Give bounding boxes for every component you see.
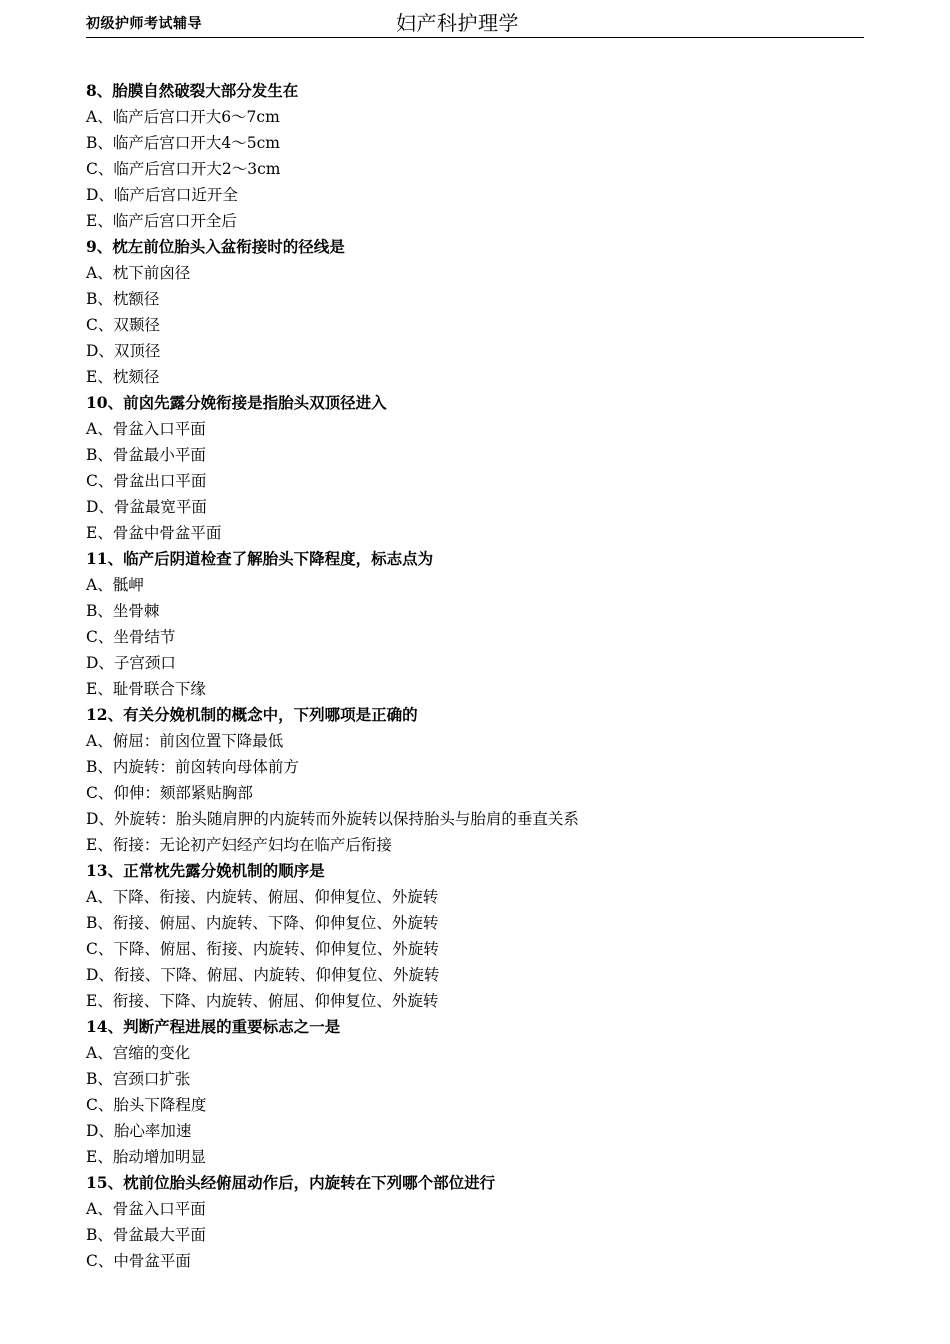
answer-option: A、宫缩的变化 (86, 1044, 191, 1062)
question-block (86, 702, 886, 858)
header-subtitle: 初级护师考试辅导 (86, 16, 202, 32)
question-list (86, 78, 886, 1274)
question-block (86, 78, 886, 234)
question-title: 11、临产后阴道检查了解胎头下降程度，标志点为 (86, 549, 434, 568)
answer-option: A、下降、衔接、内旋转、俯屈、仰伸复位、外旋转 (86, 888, 439, 906)
answer-option: C、坐骨结节 (86, 628, 176, 646)
question-title: 8、胎膜自然破裂大部分发生在 (86, 81, 299, 100)
answer-option: C、双颞径 (86, 316, 160, 334)
answer-option: D、临产后宫口近开全 (86, 186, 238, 204)
answer-option: C、中骨盆平面 (86, 1252, 191, 1270)
answer-option: A、临产后宫口开大6～7cm (86, 108, 280, 126)
question-title: 14、判断产程进展的重要标志之一是 (86, 1017, 341, 1036)
answer-option: D、胎心率加速 (86, 1122, 192, 1140)
answer-option: E、胎动增加明显 (86, 1148, 206, 1166)
answer-option: B、骨盆最大平面 (86, 1226, 206, 1244)
answer-option: E、临产后宫口开全后 (86, 212, 237, 230)
answer-option: B、内旋转：前囟转向母体前方 (86, 758, 299, 776)
page-header (86, 0, 864, 38)
question-title: 12、有关分娩机制的概念中，下列哪项是正确的 (86, 705, 418, 724)
answer-option: B、衔接、俯屈、内旋转、下降、仰伸复位、外旋转 (86, 914, 439, 932)
question-title: 10、前囟先露分娩衔接是指胎头双顶径进入 (86, 393, 387, 412)
answer-option: A、枕下前囟径 (86, 264, 191, 282)
answer-option: D、衔接、下降、俯屈、内旋转、仰伸复位、外旋转 (86, 966, 440, 984)
answer-option: A、骶岬 (86, 576, 144, 594)
question-block (86, 1170, 886, 1274)
question-block (86, 390, 886, 546)
question-block (86, 234, 886, 390)
answer-option: E、衔接、下降、内旋转、俯屈、仰伸复位、外旋转 (86, 992, 439, 1010)
answer-option: D、骨盆最宽平面 (86, 498, 207, 516)
answer-option: A、俯屈：前囟位置下降最低 (86, 732, 284, 750)
answer-option: C、胎头下降程度 (86, 1096, 207, 1114)
answer-option: E、耻骨联合下缘 (86, 680, 206, 698)
question-block (86, 858, 886, 1014)
answer-option: B、临产后宫口开大4～5cm (86, 134, 280, 152)
answer-option: E、枕颏径 (86, 368, 160, 386)
answer-option: C、仰伸：颏部紧贴胸部 (86, 784, 253, 802)
question-title: 9、枕左前位胎头入盆衔接时的径线是 (86, 237, 345, 256)
answer-option: C、骨盆出口平面 (86, 472, 207, 490)
question-block (86, 546, 886, 702)
answer-option: D、外旋转：胎头随肩胛的内旋转而外旋转以保持胎头与胎肩的垂直关系 (86, 810, 579, 828)
answer-option: A、骨盆入口平面 (86, 420, 206, 438)
answer-option: A、骨盆入口平面 (86, 1200, 206, 1218)
question-block (86, 1014, 886, 1170)
question-title: 13、正常枕先露分娩机制的顺序是 (86, 861, 325, 880)
answer-option: B、枕额径 (86, 290, 160, 308)
answer-option: B、骨盆最小平面 (86, 446, 206, 464)
question-title: 15、枕前位胎头经俯屈动作后，内旋转在下列哪个部位进行 (86, 1173, 496, 1192)
answer-option: D、子宫颈口 (86, 654, 176, 672)
answer-option: B、宫颈口扩张 (86, 1070, 191, 1088)
answer-option: C、临产后宫口开大2～3cm (86, 160, 281, 178)
answer-option: B、坐骨棘 (86, 602, 160, 620)
header-title: 妇产科护理学 (396, 11, 519, 35)
answer-option: E、衔接：无论初产妇经产妇均在临产后衔接 (86, 836, 392, 854)
answer-option: C、下降、俯屈、衔接、内旋转、仰伸复位、外旋转 (86, 940, 439, 958)
answer-option: D、双顶径 (86, 342, 161, 360)
answer-option: E、骨盆中骨盆平面 (86, 524, 222, 542)
